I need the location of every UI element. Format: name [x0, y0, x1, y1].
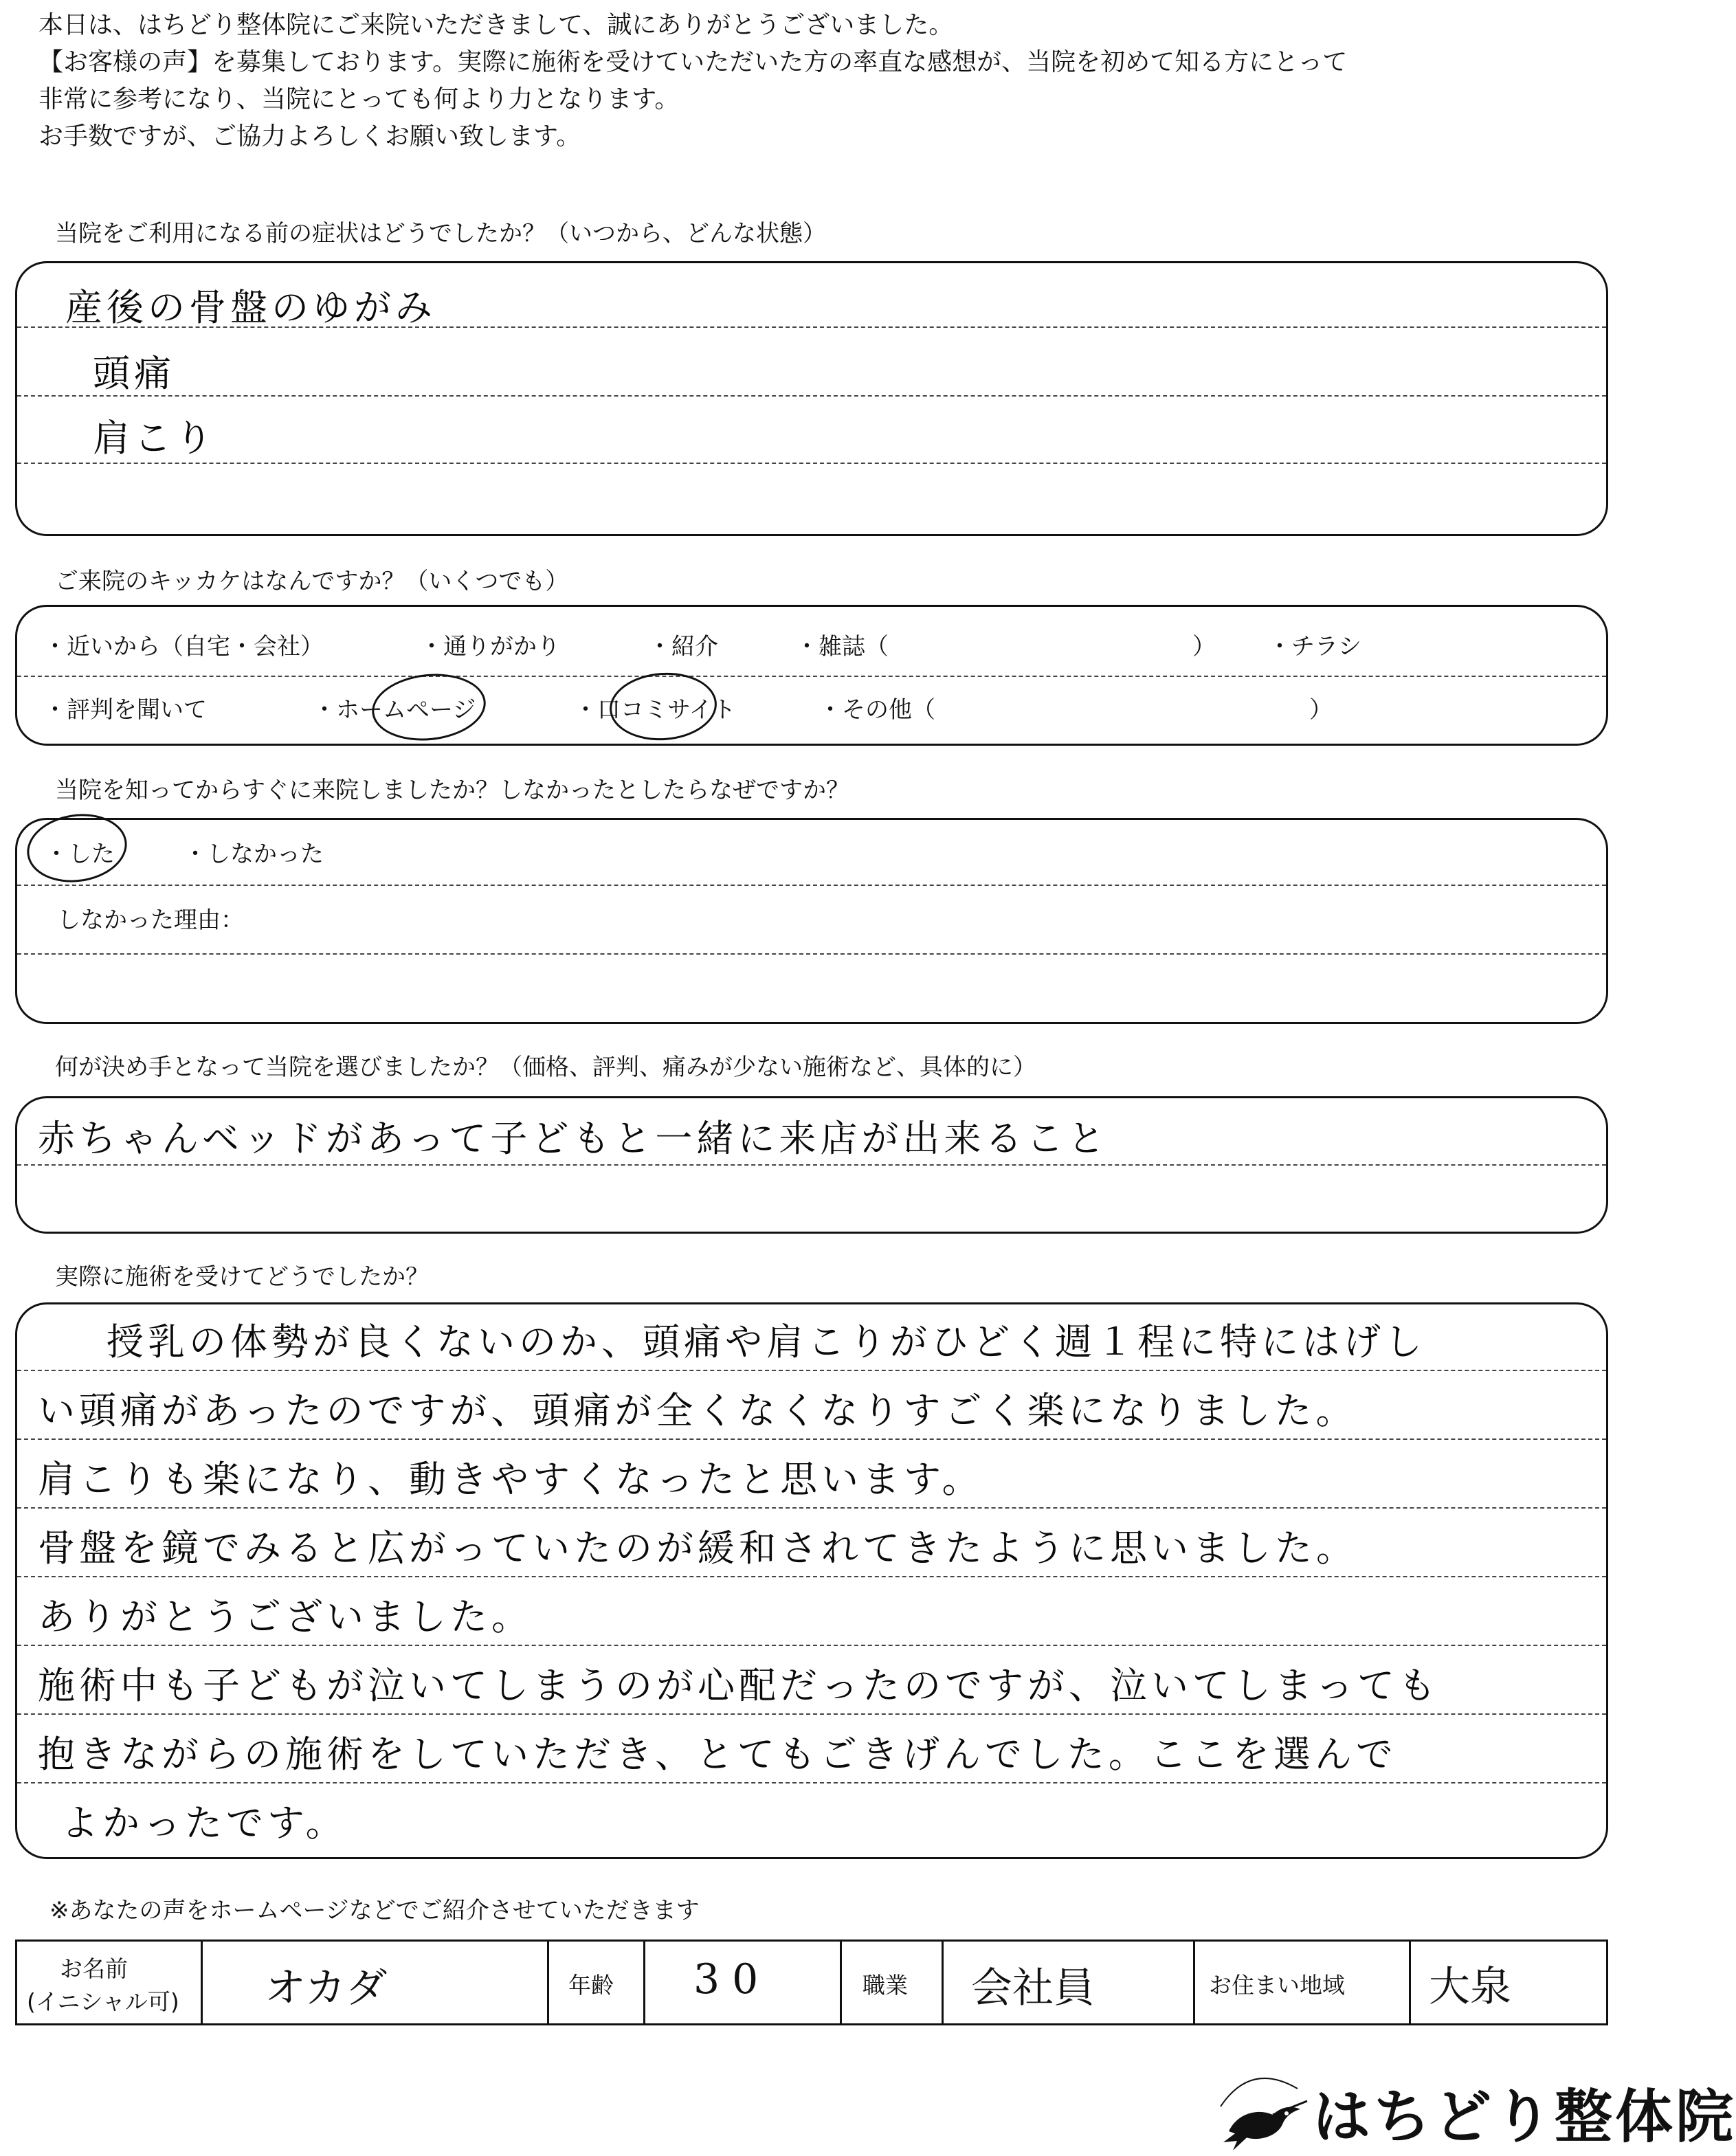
- hummingbird-icon: [1210, 2065, 1313, 2151]
- selection-circle: [23, 808, 131, 888]
- question-experience: 実際に施術を受けてどうでしたか？: [55, 1263, 429, 1291]
- job-label: 職業: [863, 1972, 908, 1999]
- options-box-trigger: [15, 605, 1608, 746]
- option-reputation[interactable]: ・評判を聞いて: [43, 696, 207, 724]
- name-sub-label: (イニシャル可): [27, 1988, 179, 2015]
- guide-line: [17, 676, 1606, 677]
- age-label-cell: [549, 1942, 645, 2023]
- job-value-cell[interactable]: [944, 1942, 1195, 2023]
- area-value-cell[interactable]: [1411, 1942, 1606, 2023]
- option-other-close: ）: [1309, 696, 1333, 724]
- option-magazine-close: ）: [1192, 633, 1216, 660]
- question-trigger: ご来院のキッカケはなんですか？（いくつでも）: [55, 568, 569, 595]
- option-referral[interactable]: ・紹介: [648, 633, 718, 660]
- option-other[interactable]: ・その他（: [819, 696, 935, 724]
- area-label-cell: [1195, 1942, 1411, 2023]
- answer-line: ありがとうございました。: [38, 1595, 533, 1638]
- publication-notice: ※あなたの声をホームページなどでご紹介させていただきます: [49, 1897, 700, 1924]
- answer-box-visit-timing: [15, 818, 1608, 1024]
- guide-line: [17, 1782, 1606, 1783]
- name-value-cell[interactable]: [203, 1942, 549, 2023]
- answer-line: 赤ちゃんベッドがあって子どもと一緒に来店が出来ること: [38, 1117, 1109, 1160]
- guide-line: [17, 1164, 1606, 1166]
- question-visit-timing: 当院を知ってからすぐに来院しましたか？しなかったとしたらなぜですか？: [55, 777, 849, 804]
- clinic-logo-name: はちどり整体院: [1313, 2083, 1736, 2151]
- guide-line: [17, 1576, 1606, 1577]
- reason-label: しなかった理由：: [57, 907, 244, 934]
- answer-line: い頭痛があったのですが、頭痛が全くなくなりすごく楽になりました。: [38, 1389, 1357, 1432]
- name-value: オカダ: [265, 1964, 388, 2012]
- guide-line: [17, 1438, 1606, 1440]
- intro-text: [38, 7, 1592, 155]
- name-label: お名前: [60, 1955, 128, 1982]
- answer-line: 産後の骨盤のゆがみ: [65, 286, 436, 329]
- selection-circle: [368, 669, 489, 746]
- answer-line: 骨盤を鏡でみると広がっていたのが緩和されてきたように思いました。: [38, 1526, 1357, 1570]
- intro-line: お手数ですが、ご協力よろしくお願い致します。: [38, 122, 581, 151]
- intro-line: 本日は、はちどり整体院にご来院いただきまして、誠にありがとうございました。: [38, 11, 954, 39]
- age-label: 年齢: [568, 1972, 614, 1999]
- guide-line: [17, 1713, 1606, 1715]
- guide-line: [17, 463, 1606, 464]
- option-passing[interactable]: ・通りがかり: [420, 633, 560, 660]
- answer-line: 授乳の体勢が良くないのか、頭痛や肩こりがひどく週１程に特にはげし: [107, 1320, 1426, 1364]
- area-value: 大泉: [1429, 1963, 1511, 2011]
- option-homepage[interactable]: ・ホームページ: [313, 696, 476, 724]
- answer-box-deciding-factor: [15, 1096, 1608, 1234]
- guide-line: [17, 395, 1606, 397]
- clinic-logo: [1210, 2065, 1736, 2151]
- answer-line: 頭痛: [93, 352, 175, 395]
- option-review-site[interactable]: ・口コミサイト: [574, 696, 736, 724]
- job-value: 会社員: [971, 1964, 1095, 2012]
- answer-line: 抱きながらの施術をしていただき、とてもごきげんでした。ここを選んで: [38, 1733, 1397, 1776]
- selection-circle: [608, 669, 719, 744]
- area-label: お住まい地域: [1209, 1972, 1345, 1999]
- answer-line: 肩こり: [93, 416, 216, 460]
- answer-box-symptoms: [15, 261, 1608, 536]
- guide-line: [17, 1645, 1606, 1646]
- answer-box-experience: [15, 1302, 1608, 1859]
- guide-line: [17, 1370, 1606, 1371]
- intro-line: 非常に参考になり、当院にとっても何より力となります。: [38, 85, 680, 113]
- option-did[interactable]: ・した: [45, 841, 115, 868]
- answer-line: 施術中も子どもが泣いてしまうのが心配だったのですが、泣いてしまっても: [38, 1664, 1440, 1707]
- option-near[interactable]: ・近いから（自宅・会社）: [43, 633, 324, 660]
- question-symptoms: 当院をご利用になる前の症状はどうでしたか？（いつから、どんな状態）: [55, 220, 826, 247]
- answer-line: よかったです。: [61, 1801, 347, 1845]
- option-did-not[interactable]: ・しなかった: [183, 841, 324, 868]
- option-flyer[interactable]: ・チラシ: [1268, 633, 1361, 660]
- age-value: 30: [693, 1955, 771, 2003]
- job-label-cell: [842, 1942, 944, 2023]
- guide-line: [17, 885, 1606, 886]
- customer-info-table: [15, 1940, 1608, 2025]
- age-value-cell[interactable]: [645, 1942, 842, 2023]
- name-label-cell: [17, 1942, 203, 2023]
- answer-line: 肩こりも楽になり、動きやすくなったと思います。: [38, 1458, 983, 1501]
- guide-line: [17, 1507, 1606, 1509]
- question-deciding-factor: 何が決め手となって当院を選びましたか？（価格、評判、痛みが少ない施術など、具体的に）: [55, 1054, 1036, 1081]
- intro-line: 【お客様の声】を募集しております。実際に施術を受けていただいた方の率直な感想が、当院を初めて知る方にとって: [38, 48, 1348, 76]
- guide-line: [17, 953, 1606, 955]
- option-magazine[interactable]: ・雑誌（: [795, 633, 889, 660]
